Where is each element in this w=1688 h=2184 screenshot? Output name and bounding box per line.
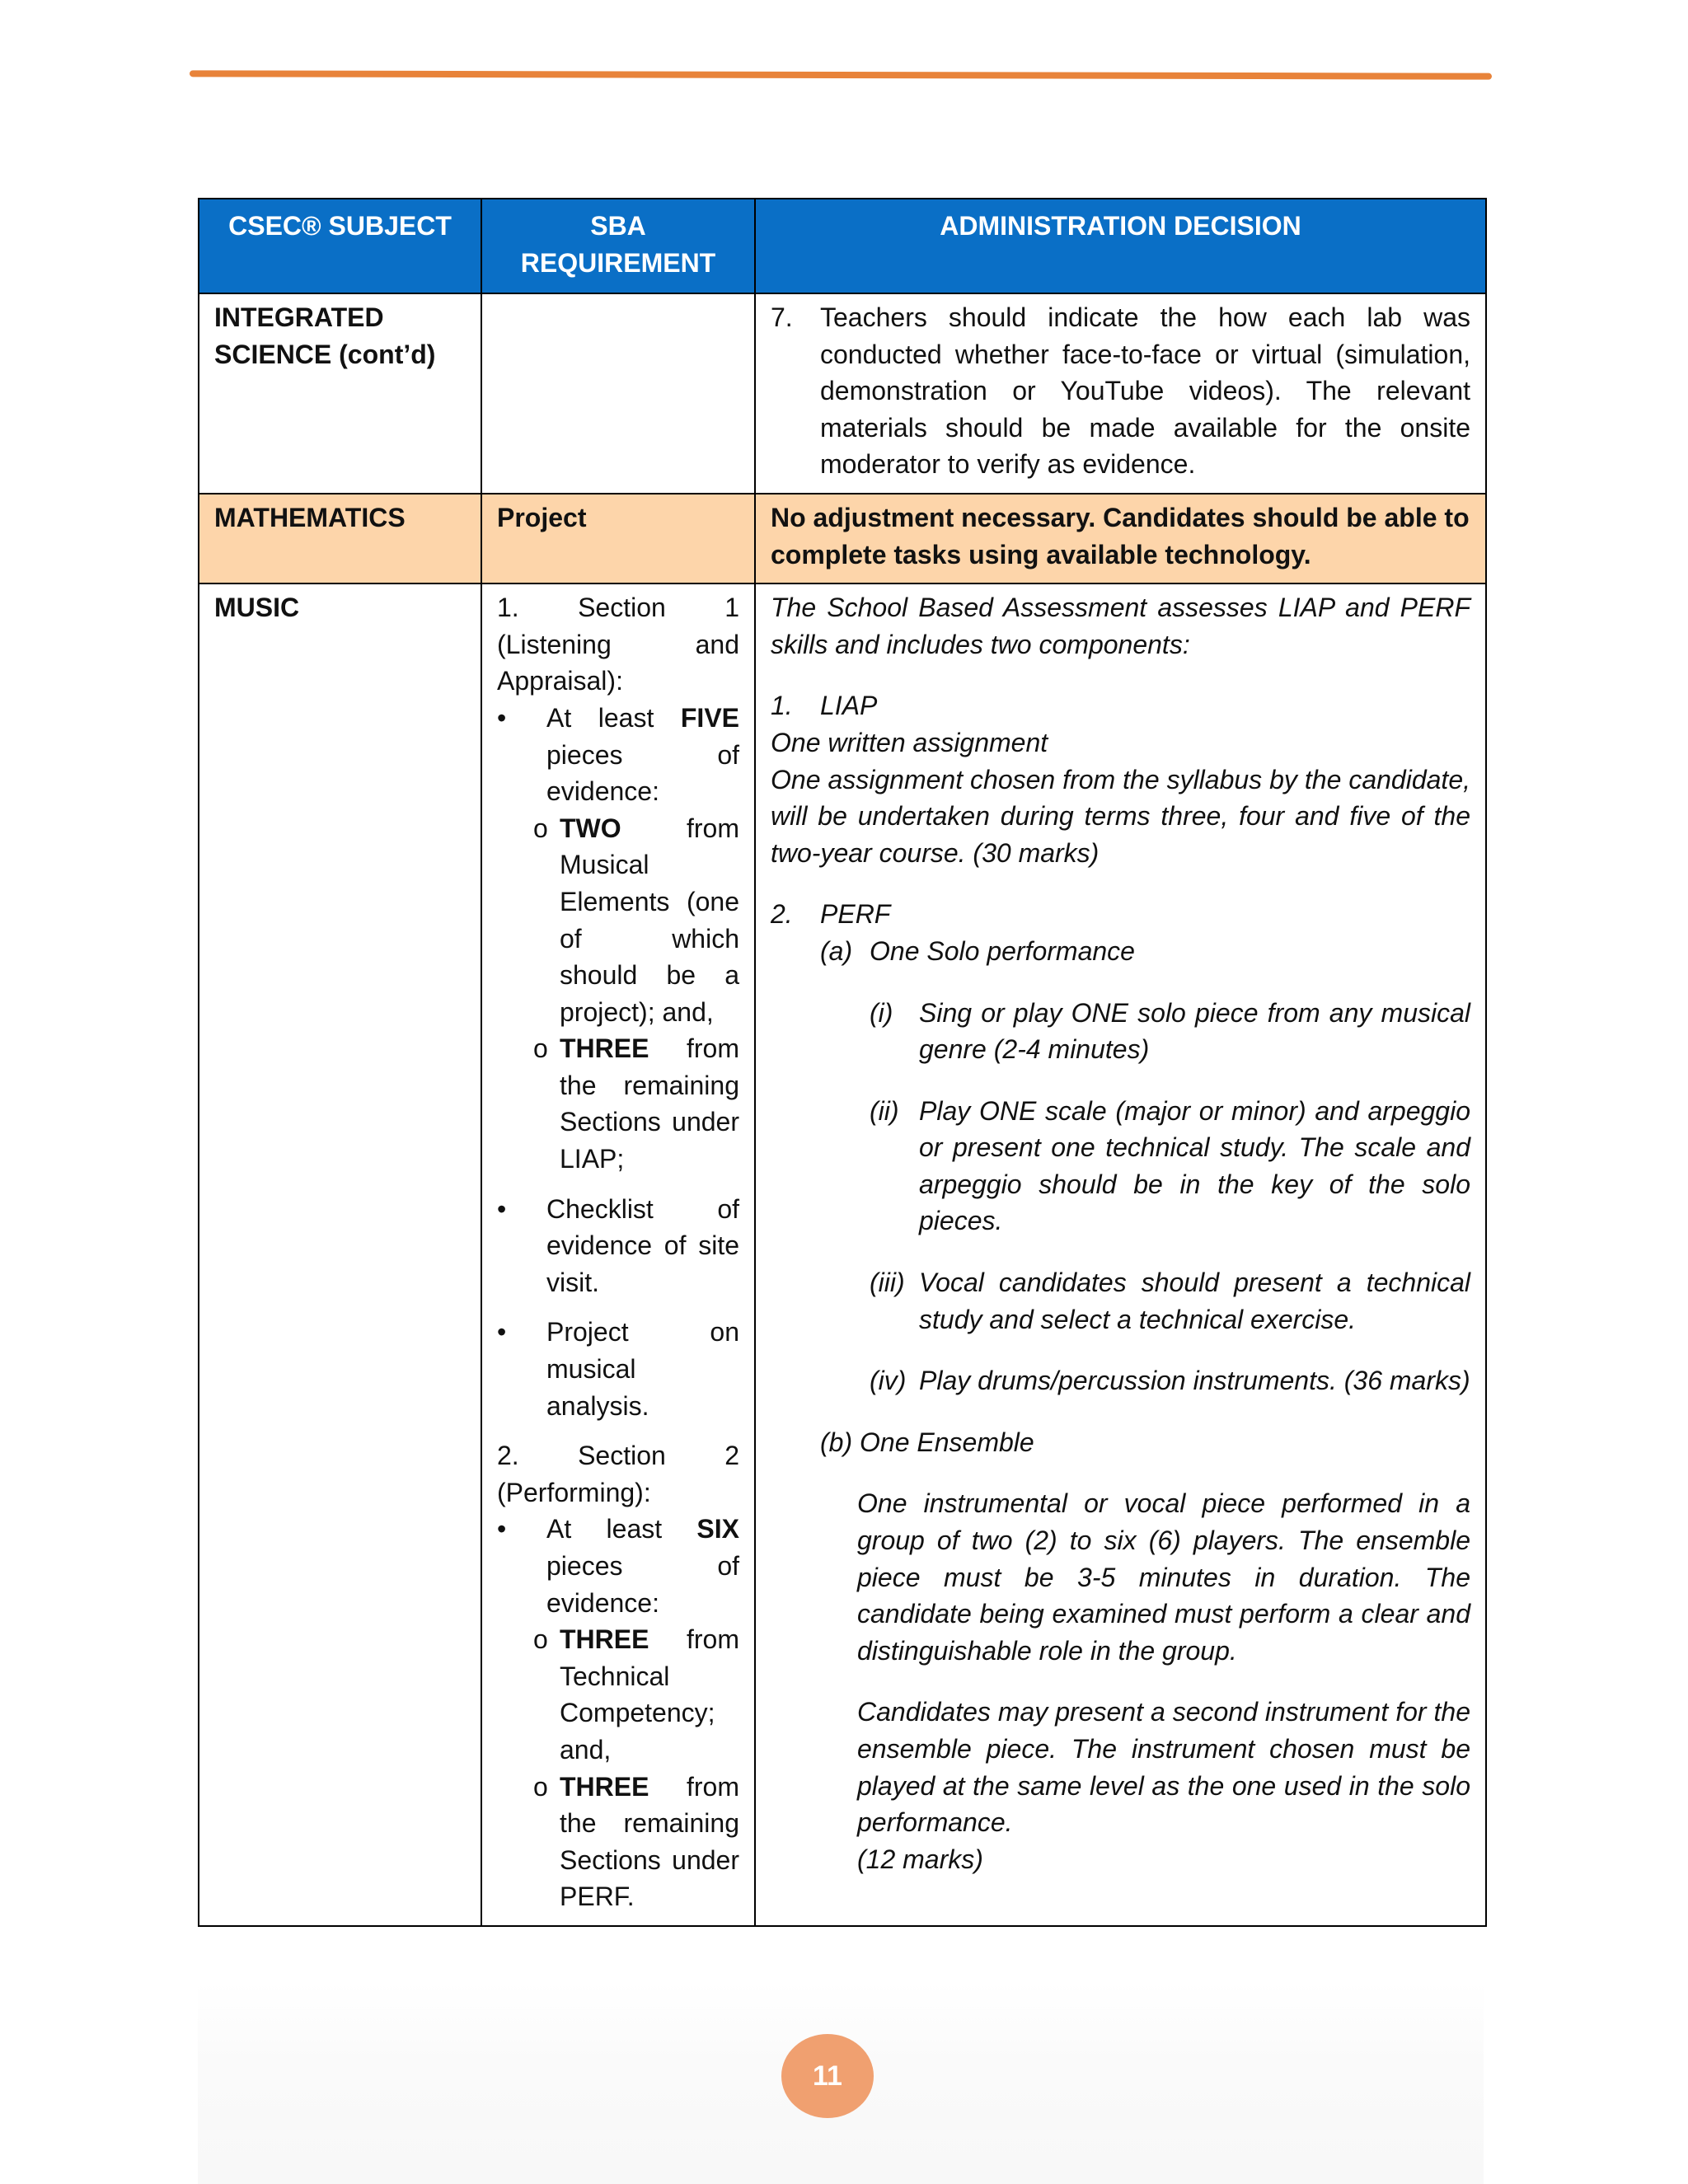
- subject-cell: MUSIC: [199, 583, 481, 1926]
- table-row-music: [199, 583, 1486, 1926]
- list-item: • Checklist of evidence of site visit.: [497, 1193, 739, 1297]
- decision-cell: 7. Teachers should indicate the how each lab was conducted whether face-to-face or virtual (simulation, demonstration or YouTube videos). The relevant materials should be made available for the onsite moderator to verify as evidence.: [755, 293, 1486, 494]
- table-row-integrated-science: [199, 293, 1486, 494]
- decision-cell: No adjustment necessary. Candidates should be able to complete tasks using available technology.: [755, 494, 1486, 583]
- ensemble-paragraph: Candidates may present a second instrument for the ensemble piece. The instrument chosen must be played at the same level as the one used in the solo performance.: [857, 1697, 1470, 1838]
- list-item: • Project on musical analysis.: [497, 1317, 739, 1421]
- requirement-cell: [481, 293, 755, 494]
- sba-decision-table: [198, 198, 1487, 1927]
- subject-cell: MATHEMATICS: [199, 494, 481, 583]
- liap-line: One written assignment: [771, 727, 1048, 757]
- ensemble-paragraph: One instrumental or vocal piece performed in a group of two (2) to six (6) players. The ensemble piece must be 3-5 minutes in duration. The candidate being examined must perform a clear and distinguishable role in the group.: [857, 1488, 1470, 1666]
- section1-heading: 1. Section 1 (Listening and Appraisal):: [497, 593, 739, 696]
- liap-description: One assignment chosen from the syllabus by the candidate, will be undertaken during terms three, four and five of the two-year course. (30 marks): [771, 764, 1470, 868]
- list-item: o TWO from Musical Elements (one of which should be a project); and,: [533, 813, 739, 1027]
- page-number-badge: 11: [781, 2034, 874, 2118]
- list-item: o THREE from Technical Competency; and,: [533, 1624, 739, 1765]
- ensemble-heading: (b) One Ensemble: [820, 1427, 1034, 1457]
- list-item: (i) Sing or play ONE solo piece from any musical genre (2-4 minutes): [870, 997, 1470, 1065]
- table-header-row: [199, 199, 1486, 293]
- header-subject: CSEC® SUBJECT: [199, 199, 481, 293]
- header-sba-requirement: SBA REQUIREMENT: [481, 199, 755, 293]
- decision-cell: [755, 583, 1486, 1926]
- subject-cell: INTEGRATED SCIENCE (cont’d): [199, 293, 481, 494]
- list-item: • At least SIX pieces of evidence:: [497, 1514, 739, 1618]
- requirement-cell: [481, 583, 755, 1926]
- list-item: (iii) Vocal candidates should present a technical study and select a technical exercise.: [870, 1268, 1470, 1334]
- requirement-cell: Project: [481, 494, 755, 583]
- table-row-mathematics: [199, 494, 1486, 583]
- list-item: o THREE from the remaining Sections under LIAP;: [533, 1033, 739, 1174]
- liap-heading: 1. LIAP: [771, 691, 878, 721]
- list-item: o THREE from the remaining Sections under PERF.: [533, 1771, 739, 1912]
- solo-heading: (a) One Solo performance: [820, 935, 1135, 966]
- ensemble-marks: (12 marks): [857, 1844, 983, 1874]
- top-accent-line: [190, 70, 1492, 79]
- perf-heading: 2. PERF: [771, 899, 891, 930]
- list-item: • At least FIVE pieces of evidence:: [497, 702, 739, 807]
- section2-heading: 2. Section 2 (Performing):: [497, 1441, 739, 1507]
- music-intro: The School Based Assessment assesses LIAP and PERF skills and includes two components:: [771, 593, 1470, 659]
- list-item: (ii) Play ONE scale (major or minor) and arpeggio or present one technical study. The scale and arpeggio should be in the key of the solo pieces.: [870, 1095, 1470, 1236]
- list-item: (iv) Play drums/percussion instruments. (36 marks): [870, 1366, 1470, 1396]
- header-administration-decision: ADMINISTRATION DECISION: [755, 199, 1486, 293]
